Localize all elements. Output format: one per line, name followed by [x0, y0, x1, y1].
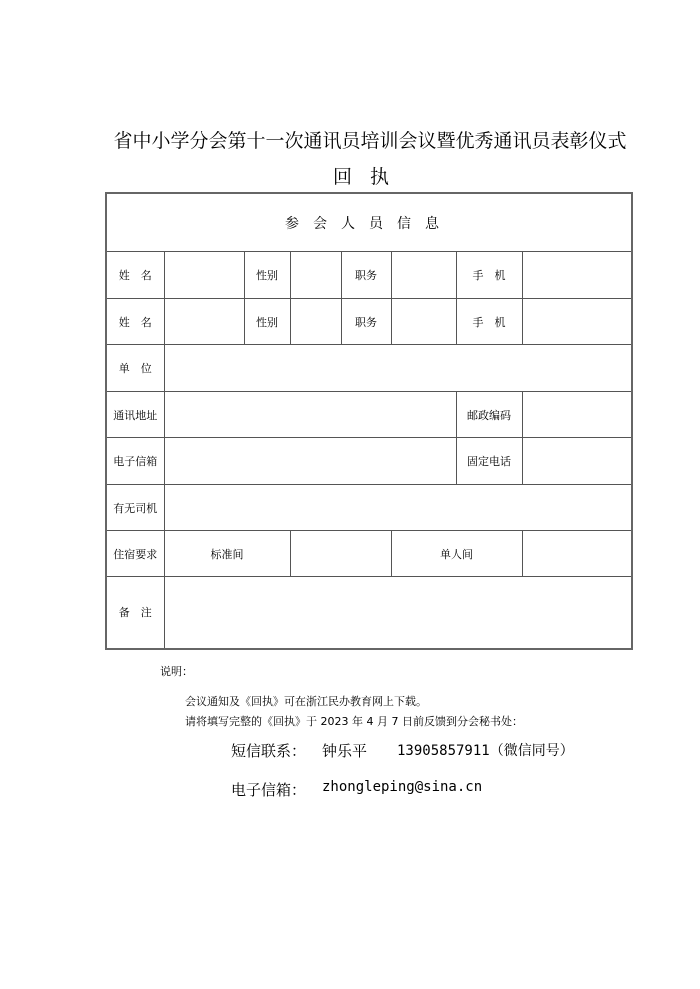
driver-field[interactable] [164, 485, 632, 531]
name-field-2[interactable] [164, 299, 244, 345]
standard-room-field[interactable] [290, 531, 391, 577]
phone-field[interactable] [522, 438, 632, 485]
gender-label: 性别 [244, 299, 290, 345]
contact-phone: 13905857911（微信同号） [397, 743, 574, 759]
document-subtitle: 回执 [332, 166, 407, 188]
address-label: 通讯地址 [106, 392, 164, 438]
position-label: 职务 [341, 299, 391, 345]
position-label: 职务 [341, 252, 391, 299]
single-room-label: 单人间 [391, 531, 522, 577]
driver-label: 有无司机 [106, 485, 164, 531]
mobile-field-2[interactable] [522, 299, 632, 345]
name-label: 姓 名 [106, 299, 164, 345]
position-field-2[interactable] [391, 299, 456, 345]
remarks-label: 备 注 [106, 577, 164, 649]
single-room-field[interactable] [522, 531, 632, 577]
mobile-label: 手 机 [456, 252, 522, 299]
email-contact-label: 电子信箱： [231, 781, 307, 799]
gender-field-1[interactable] [290, 252, 341, 299]
contact-email: zhongleping@sina.cn [322, 779, 483, 795]
name-label: 姓 名 [106, 252, 164, 299]
gender-field-2[interactable] [290, 299, 341, 345]
phone-label: 固定电话 [456, 438, 522, 485]
email-field[interactable] [164, 438, 456, 485]
registration-form-table [105, 192, 633, 650]
unit-field[interactable] [164, 345, 632, 392]
contact-name: 钟乐平 [322, 742, 368, 760]
notes-line-1: 会议通知及《回执》可在浙江民办教育网上下载。 [185, 695, 427, 708]
gender-label: 性别 [244, 252, 290, 299]
address-field[interactable] [164, 392, 456, 438]
sms-label: 短信联系： [231, 742, 307, 760]
remarks-field[interactable] [164, 577, 632, 649]
name-field-1[interactable] [164, 252, 244, 299]
notes-heading: 说明： [160, 665, 193, 678]
postcode-label: 邮政编码 [456, 392, 522, 438]
lodging-label: 住宿要求 [106, 531, 164, 577]
notes-line-2: 请将填写完整的《回执》于 2023 年 4 月 7 日前反馈到分会秘书处： [185, 715, 523, 728]
mobile-field-1[interactable] [522, 252, 632, 299]
postcode-field[interactable] [522, 392, 632, 438]
table-header: 参会人员信息 [106, 193, 632, 252]
document-title: 省中小学分会第十一次通讯员培训会议暨优秀通讯员表彰仪式 [113, 130, 627, 152]
standard-room-label: 标准间 [164, 531, 290, 577]
unit-label: 单 位 [106, 345, 164, 392]
email-label: 电子信箱 [106, 438, 164, 485]
position-field-1[interactable] [391, 252, 456, 299]
mobile-label: 手 机 [456, 299, 522, 345]
